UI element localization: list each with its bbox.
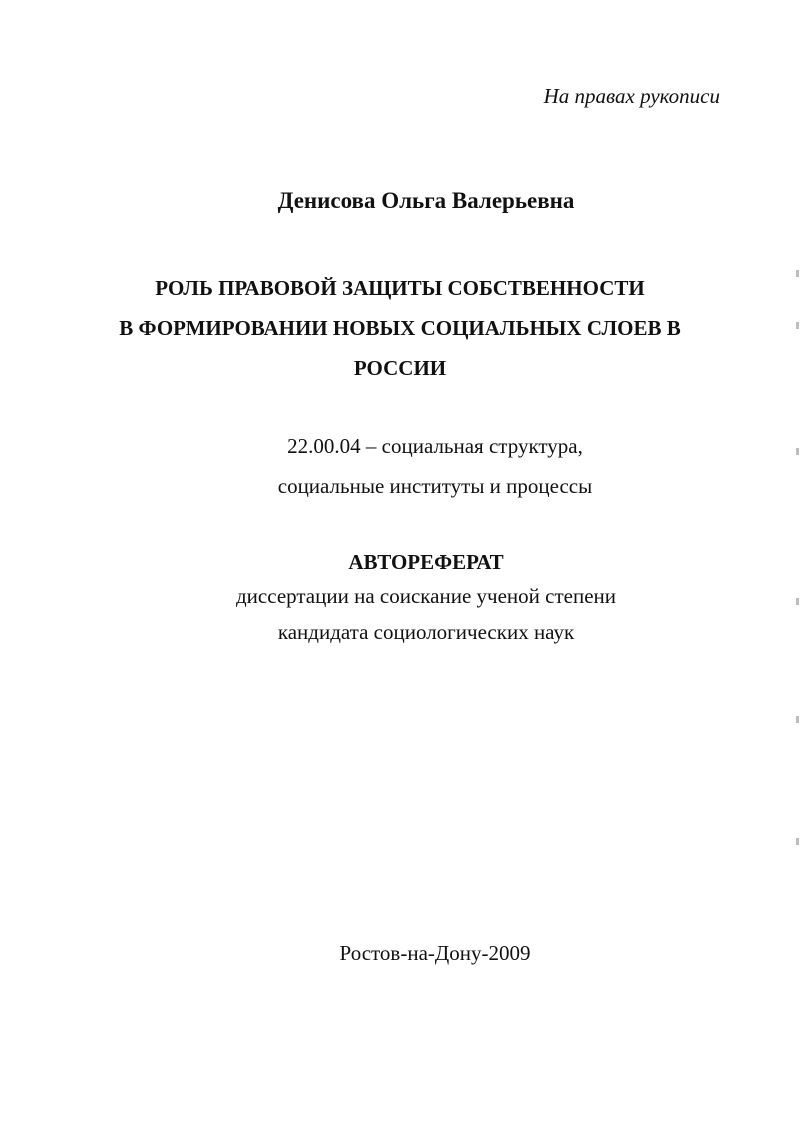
scan-edge-mark xyxy=(796,448,799,455)
scan-edge-mark xyxy=(796,716,799,723)
scan-edge-mark xyxy=(796,322,799,329)
title-line: РОЛЬ ПРАВОВОЙ ЗАЩИТЫ СОБСТВЕННОСТИ xyxy=(155,276,645,300)
dissertation-title xyxy=(0,268,800,388)
degree-line: кандидата социологических наук xyxy=(277,620,575,644)
scan-edge-mark xyxy=(796,598,799,605)
scan-edge-mark xyxy=(796,838,799,845)
abstract-section xyxy=(0,546,800,650)
specialty-line: социальные институты и процессы xyxy=(277,474,593,498)
scan-edge-marks xyxy=(794,0,800,1131)
abstract-heading: АВТОРЕФЕРАТ xyxy=(348,550,504,574)
degree-line: диссертации на соискание ученой степени xyxy=(236,584,616,608)
title-line: В ФОРМИРОВАНИИ НОВЫХ СОЦИАЛЬНЫХ СЛОЕВ В xyxy=(119,316,681,340)
scan-edge-mark xyxy=(796,270,799,277)
place-and-year: Ростов-на-Дону-2009 xyxy=(339,941,531,965)
title-line: РОССИИ xyxy=(353,356,447,380)
manuscript-rights-notice: На правах рукописи xyxy=(543,84,720,108)
author-name: Денисова Ольга Валерьевна xyxy=(277,188,575,213)
specialty-line: 22.00.04 – социальная структура, xyxy=(287,434,583,458)
specialty-code xyxy=(0,426,800,506)
